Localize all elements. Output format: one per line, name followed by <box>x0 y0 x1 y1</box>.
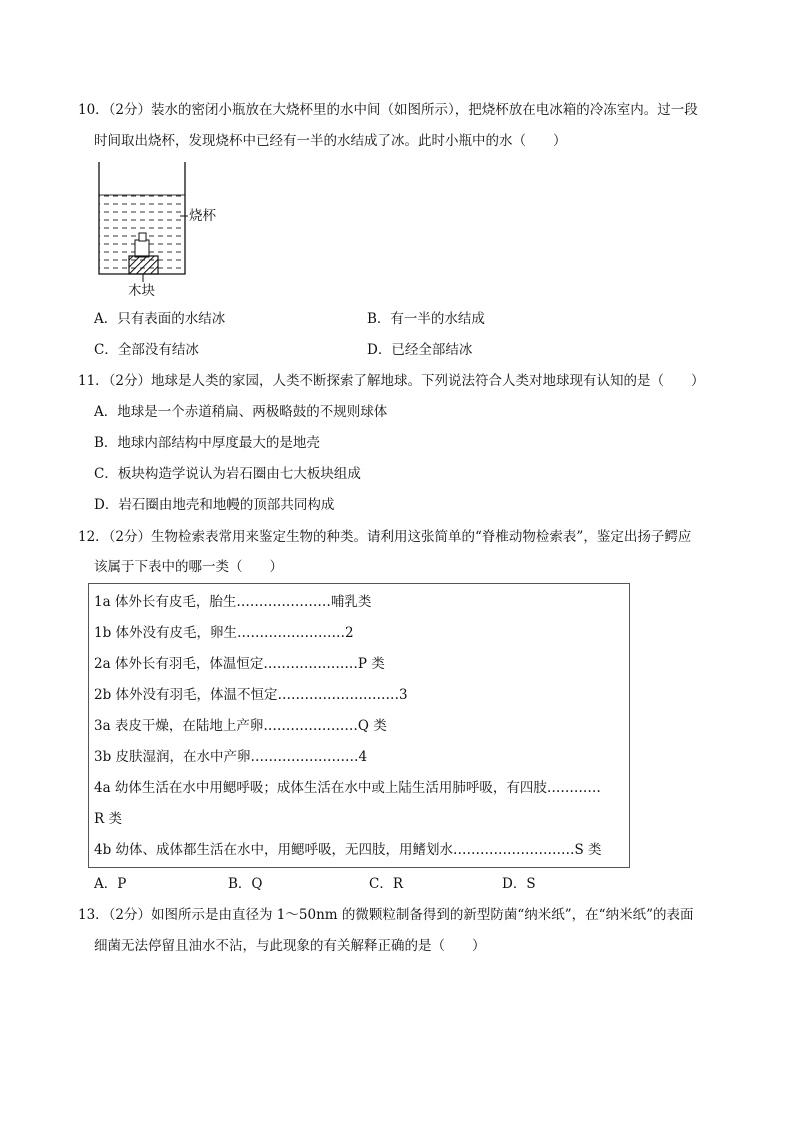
key-row-4a-cont: R 类 <box>94 811 122 827</box>
q11-option-d: D．岩石圈由地壳和地幔的顶部共同构成 <box>94 497 335 513</box>
beaker-diagram <box>94 160 234 300</box>
q10-option-b: B．有一半的水结成 <box>367 311 485 327</box>
q11-option-b: B．地球内部结构中厚度最大的是地壳 <box>94 435 320 451</box>
block-label: 木块 <box>128 283 155 299</box>
beaker-figure <box>94 160 234 300</box>
q11-option-a: A．地球是一个赤道稍扁、两极略鼓的不规则球体 <box>94 404 388 420</box>
key-row-3b: 3b 皮肤湿润，在水中产卵……………………4 <box>94 749 368 765</box>
key-row-4b: 4b 幼体、成体都生活在水中，用鳃呼吸，无四肢，用鳍划水………………………S 类 <box>94 842 602 858</box>
q10-option-c: C．全部没有结冰 <box>94 342 199 358</box>
q12-option-b: B．Q <box>228 876 263 892</box>
beaker-label: 烧杯 <box>189 208 216 224</box>
q10-stem-line2: 时间取出烧杯，发现烧杯中已经有一半的水结成了冰。此时小瓶中的水（ ） <box>94 133 567 149</box>
q11-stem: 11．（2分）地球是人类的家园，人类不断探索了解地球。下列说法符合人类对地球现有认知的是（ ） <box>78 373 705 389</box>
q10-option-a: A．只有表面的水结冰 <box>94 311 226 327</box>
q12-stem-line2: 该属于下表中的哪一类（ ） <box>94 559 283 575</box>
q12-option-d: D．S <box>502 876 536 892</box>
q13-stem-line2: 细菌无法停留且油水不沾，与此现象的有关解释正确的是（ ） <box>94 938 486 954</box>
q10-stem-line1: 10．（2分）装水的密闭小瓶放在大烧杯里的水中间（如图所示），把烧杯放在电冰箱的冷冻室内。过一段 <box>78 102 698 118</box>
q11-option-c: C．板块构造学说认为岩石圈由七大板块组成 <box>94 466 361 482</box>
key-row-1a: 1a 体外长有皮毛，胎生…………………哺乳类 <box>94 594 372 610</box>
key-row-2b: 2b 体外没有羽毛，体温不恒定………………………3 <box>94 687 408 703</box>
q10-option-d: D．已经全部结冰 <box>367 342 473 358</box>
key-row-2a: 2a 体外长有羽毛，体温恒定…………………P 类 <box>94 656 385 672</box>
q13-stem-line1: 13．（2分）如图所示是由直径为 1～50nm 的微颗粒制备得到的新型防菌“纳米纸”，在“纳米纸”的表面 <box>78 907 694 923</box>
q12-stem-line1: 12．（2分）生物检索表常用来鉴定生物的种类。请利用这张简单的“脊椎动物检索表”，鉴定出扬子鳄应 <box>78 529 692 545</box>
key-row-1b: 1b 体外没有皮毛，卵生……………………2 <box>94 625 354 641</box>
key-row-4a: 4a 幼体生活在水中用鳃呼吸；成体生活在水中或上陆生活用肺呼吸，有四肢………… <box>94 780 601 796</box>
key-row-3a: 3a 表皮干燥，在陆地上产卵…………………Q 类 <box>94 718 387 734</box>
q12-option-c: C．R <box>369 876 403 892</box>
wooden-block <box>129 256 158 274</box>
q12-option-a: A．P <box>94 876 127 892</box>
small-bottle <box>135 240 149 257</box>
vertebrate-key-table <box>88 583 630 868</box>
